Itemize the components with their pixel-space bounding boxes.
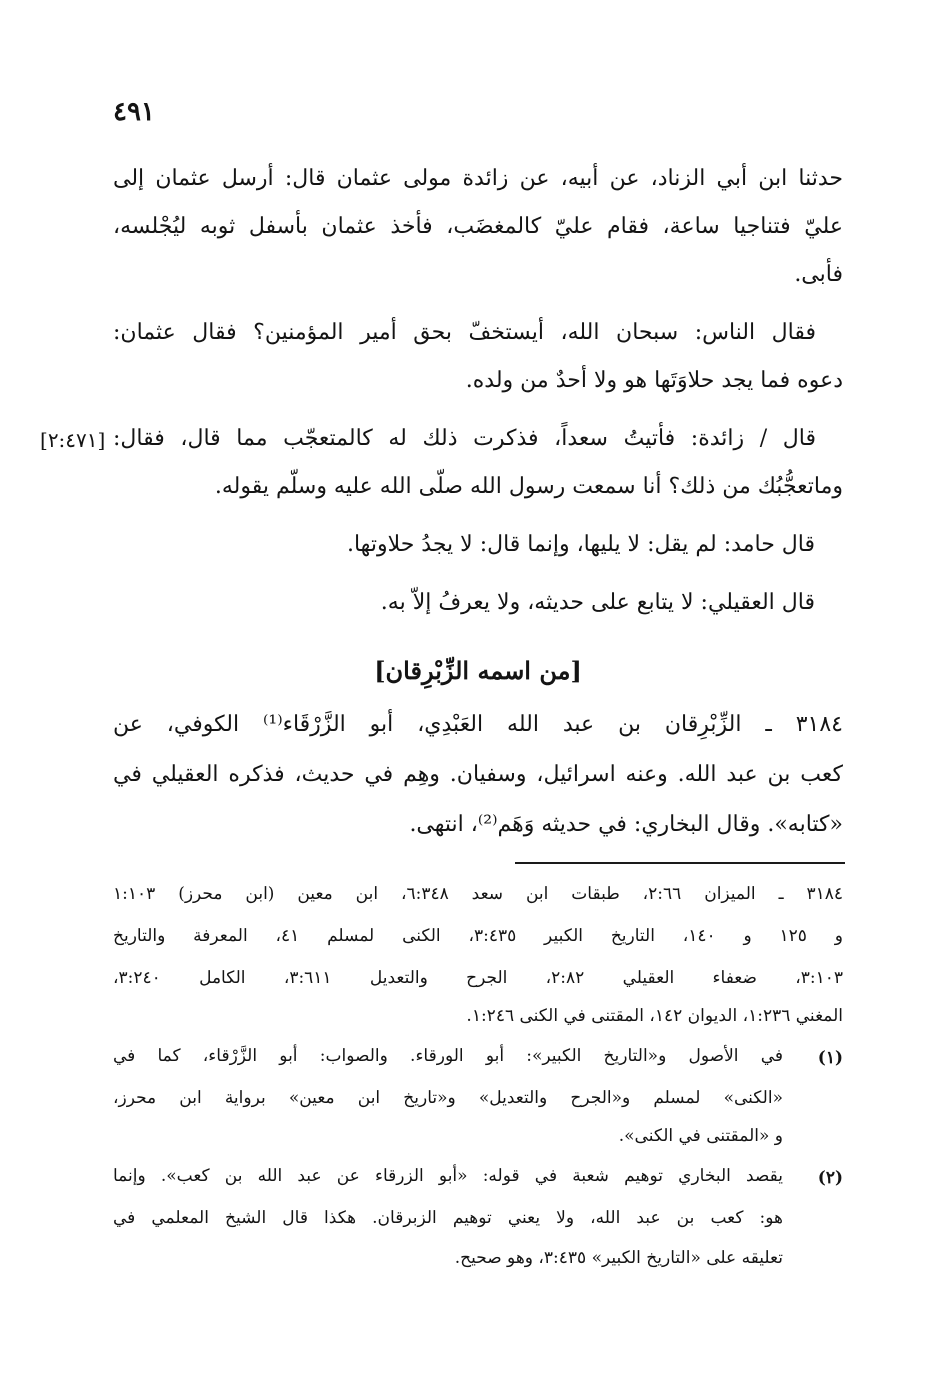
footnote-2-line: هو: كعب بن عبد الله، ولا يعني توهيم الزبرقان. هكذا قال الشيخ المعلمي في [113, 1208, 783, 1228]
page-number: ٤٩١ [113, 97, 155, 127]
body-line: قال / زائدة: فأتيتُ سعداً، فذكرت ذلك له كالمتعجّب مما قال، فقال: [113, 426, 816, 451]
footnote-2-marker: (٢) [817, 1168, 843, 1188]
footnote-2-line: يقصد البخاري توهيم شعبة في قوله: «أبو الزرقاء عن عبد الله بن كعب». وإنما [113, 1166, 783, 1186]
body-line: وماتعجُّبُك من ذلك؟ أنا سمعت رسول الله صلّى الله عليه وسلّم يقوله. [214, 474, 843, 499]
entry-line: ٣١٨٤ ـ الزِّبْرِقان بن عبد الله العَبْدِي، أبو الزَّرْقَاء⁽¹⁾ الكوفي، عن [113, 712, 843, 737]
footnote-1-marker: (١) [817, 1048, 843, 1068]
footnote-2-line: تعليقه على «التاريخ الكبير» ٣:٤٣٥، وهو صحيح. [454, 1248, 783, 1268]
body-line: فأبى. [794, 262, 843, 287]
footnote-sources-line: و ١٢٥ و ١٤٠، التاريخ الكبير ٣:٤٣٥، الكنى لمسلم ٤١، المعرفة والتاريخ [113, 926, 843, 946]
footnote-divider [515, 862, 845, 864]
body-line: حدثنا ابن أبي الزناد، عن أبيه، عن زائدة مولى عثمان قال: أرسل عثمان إلى [113, 166, 843, 191]
body-line: قال العقيلي: لا يتابع على حديثه، ولا يعرفُ إلاّ به. [380, 590, 815, 615]
body-line: قال حامد: لم يقل: لا يليها، وإنما قال: لا يجدُ حلاوتها. [346, 532, 815, 557]
body-line: فقال الناس: سبحان الله، أيستخفّ بحق أمير المؤمنين؟ فقال عثمان: [113, 320, 816, 345]
footnote-sources-line: المغني ١:٢٣٦، الديوان ١٤٢، المقتنى في الكنى ١:٢٤٦. [466, 1006, 843, 1026]
footnote-1-line: في الأصول و«التاريخ الكبير»: أبو الورقاء. والصواب: أبو الزَّرْقاء، كما في [113, 1046, 783, 1066]
footnote-sources-line: ٣١٨٤ ـ الميزان ٢:٦٦، طبقات ابن سعد ٦:٣٤٨، ابن معين (ابن محرز) ١:١٠٣ [113, 884, 844, 904]
entry-line: كعب بن عبد الله. وعنه اسرائيل، وسفيان. وهِم في حديث، فذكره العقيلي في [113, 762, 843, 787]
body-line: دعوه فما يجد حلاوَتَها هو ولا أحدٌ من ولده. [465, 368, 843, 393]
footnote-1-line: «الكنى» لمسلم و«الجرح والتعديل» و«تاريخ ابن معين» برواية ابن محرز، [113, 1088, 783, 1108]
entry-line: «كتابه». وقال البخاري: في حديثه وَهَم⁽²⁾، انتهى. [409, 812, 843, 837]
margin-page-reference: [٢:٤٧١] [40, 428, 106, 452]
footnote-1-line: و «المقتنى في الكنى». [618, 1126, 783, 1146]
footnote-sources-line: ٣:١٠٣، ضعفاء العقيلي ٢:٨٢، الجرح والتعديل ٣:٦١١، الكامل ٣:٢٤٠، [113, 968, 843, 988]
body-line: عليّ فتناجيا ساعة، فقام عليّ كالمغضَب، فأخذ عثمان بأسفل ثوبه ليُجْلسه، [113, 214, 843, 239]
section-heading: [من اسمه الزِّبْرِقان] [374, 656, 582, 685]
